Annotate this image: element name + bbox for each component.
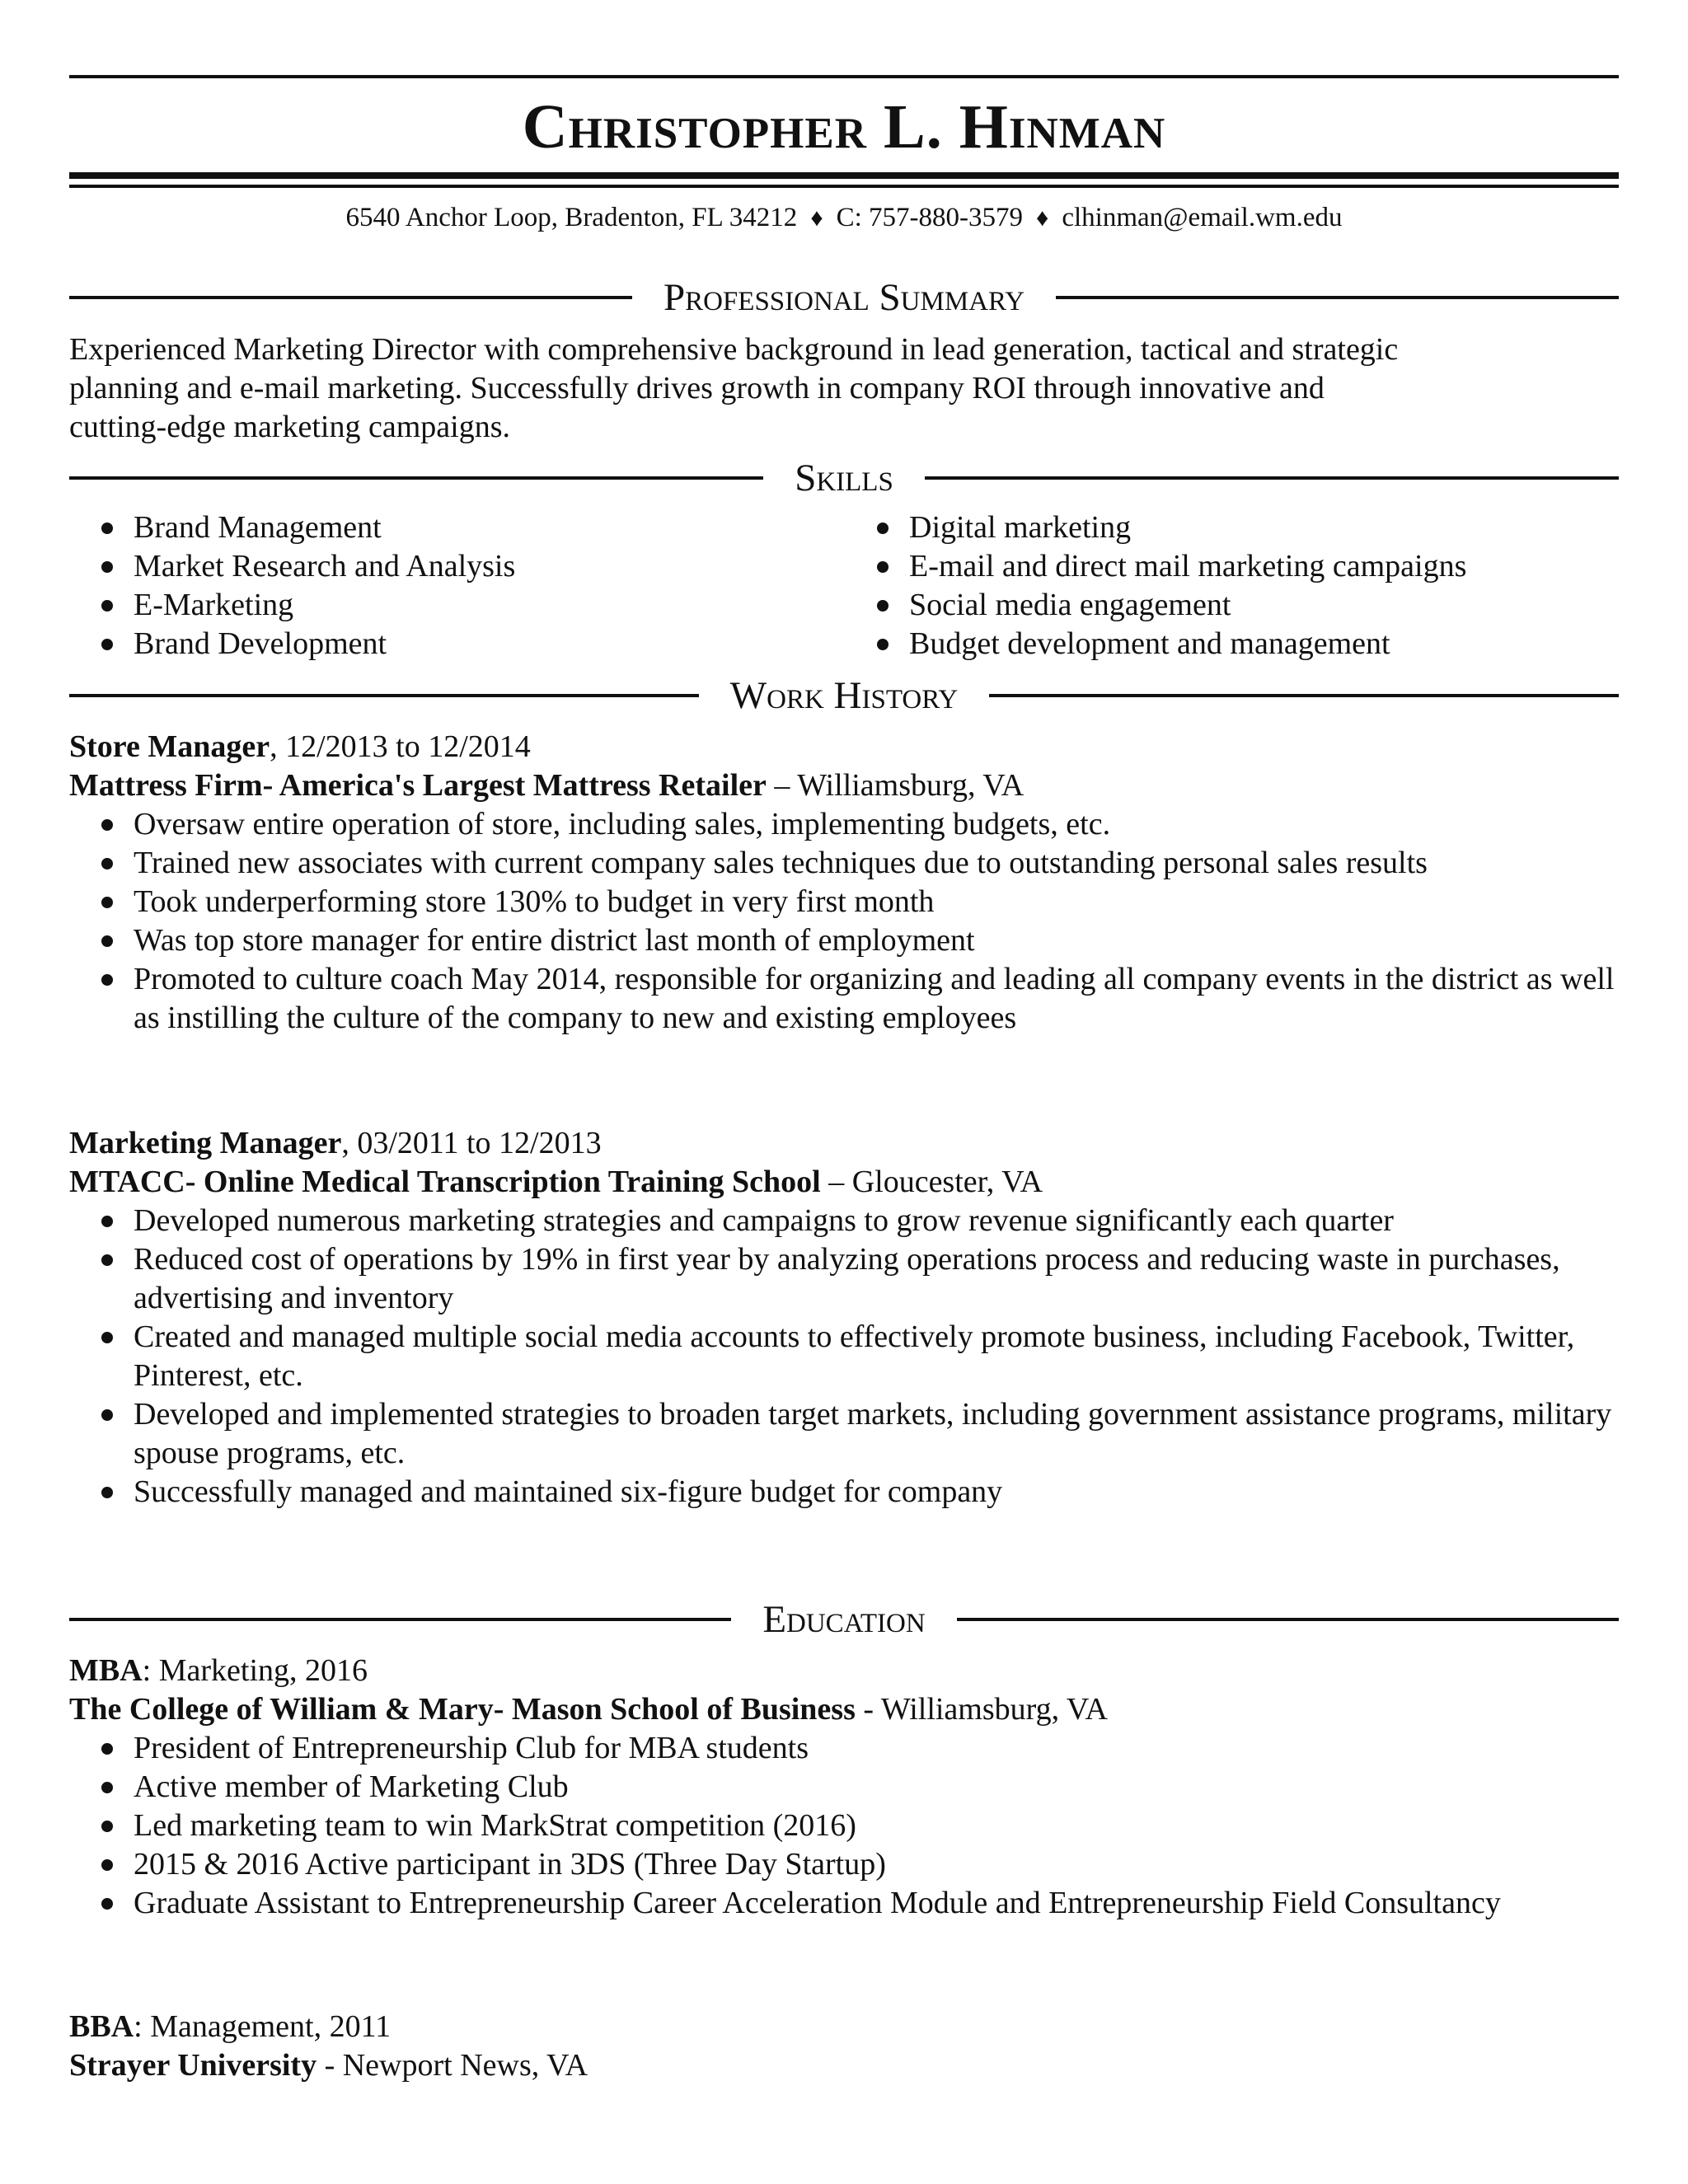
job-bullet: Developed and implemented strategies to broaden target markets, including government assistance programs, military spouse programs, etc. <box>69 1395 1619 1473</box>
degree-entry <box>69 1652 1619 1923</box>
diamond-separator-icon: ♦ <box>1036 204 1049 232</box>
job-bullet: Developed numerous marketing strategies and campaigns to grow revenue significantly each quarter <box>69 1202 1619 1240</box>
degree-bullet: Active member of Marketing Club <box>69 1768 1619 1807</box>
job-entry <box>69 1124 1619 1511</box>
job-bullet: Successfully managed and maintained six-figure budget for company <box>69 1473 1619 1511</box>
degree-field: : Management, 2011 <box>134 2009 392 2044</box>
skills-column-left <box>69 509 811 663</box>
school-name: The College of William & Mary- Mason School of Business <box>69 1692 856 1727</box>
skill-item: Social media engagement <box>845 586 1587 625</box>
degree-bullets <box>69 1729 1619 1923</box>
company-location: – Gloucester, VA <box>820 1165 1043 1199</box>
degree-name: BBA <box>69 2009 134 2044</box>
skill-item: E-Marketing <box>69 586 811 625</box>
section-title: Professional Summary <box>663 276 1025 319</box>
job-bullet: Promoted to culture coach May 2014, responsible for organizing and leading all company events in the district as well as instilling the culture of the company to new and existing employees <box>69 960 1619 1038</box>
school-line <box>69 2046 1619 2085</box>
section-title: Skills <box>795 457 893 499</box>
job-bullets <box>69 805 1619 1038</box>
skill-item: Market Research and Analysis <box>69 547 811 586</box>
section-heading-skills <box>69 453 1619 503</box>
name-rule-thin <box>69 185 1619 188</box>
contact-line <box>0 198 1688 238</box>
degree-name: MBA <box>69 1653 143 1688</box>
address: 6540 Anchor Loop, Bradenton, FL 34212 <box>345 203 798 232</box>
job-bullets <box>69 1202 1619 1511</box>
skills-list <box>69 509 1619 663</box>
degree-bullet: President of Entrepreneurship Club for MBA students <box>69 1729 1619 1768</box>
job-bullet: Was top store manager for entire district last month of employment <box>69 921 1619 960</box>
section-title: Work History <box>729 674 959 717</box>
degree-line <box>69 2008 1619 2046</box>
candidate-name: Christopher L. Hinman <box>522 92 1166 162</box>
heading-rule-right <box>925 476 1619 480</box>
degree-entry <box>69 2008 1619 2085</box>
job-title-line <box>69 1124 1619 1163</box>
degree-line <box>69 1652 1619 1690</box>
skills-column-right <box>845 509 1587 663</box>
name-rule-thick <box>69 172 1619 179</box>
job-bullet: Oversaw entire operation of store, including sales, implementing budgets, etc. <box>69 805 1619 844</box>
school-location: - Newport News, VA <box>316 2048 588 2083</box>
job-dates: , 03/2011 to 12/2013 <box>341 1126 602 1160</box>
phone: C: 757-880-3579 <box>836 203 1024 232</box>
email: clhinman@email.wm.edu <box>1062 203 1343 232</box>
company-location: – Williamsburg, VA <box>766 768 1025 803</box>
school-line <box>69 1690 1619 1729</box>
top-rule <box>69 75 1619 78</box>
job-title: Store Manager <box>69 729 270 764</box>
job-title-line <box>69 728 1619 766</box>
company-name: Mattress Firm- America's Largest Mattress Retailer <box>69 768 767 803</box>
company-line <box>69 1163 1619 1202</box>
job-bullet: Trained new associates with current company sales techniques due to outstanding personal sales results <box>69 844 1619 883</box>
job-title: Marketing Manager <box>69 1126 342 1160</box>
heading-rule-right <box>957 1618 1619 1621</box>
school-location: - Williamsburg, VA <box>855 1692 1108 1727</box>
degree-bullet: Led marketing team to win MarkStrat competition (2016) <box>69 1807 1619 1845</box>
summary-line: Experienced Marketing Director with comprehensive background in lead generation, tactical and strategic <box>69 332 1399 367</box>
heading-rule-right <box>1056 296 1619 299</box>
skill-item: Budget development and management <box>845 625 1587 663</box>
section-heading-education <box>69 1595 1619 1644</box>
heading-rule-left <box>69 476 763 480</box>
skill-item: Digital marketing <box>845 509 1587 547</box>
heading-rule-left <box>69 296 632 299</box>
diamond-separator-icon: ♦ <box>810 204 823 232</box>
company-line <box>69 766 1619 805</box>
job-bullet: Created and managed multiple social media accounts to effectively promote business, including Facebook, Twitter, Pinterest, etc. <box>69 1318 1619 1395</box>
job-entry <box>69 728 1619 1038</box>
job-bullet: Took underperforming store 130% to budget in very first month <box>69 883 1619 921</box>
degree-bullet: Graduate Assistant to Entrepreneurship Career Acceleration Module and Entrepreneurship Field Consultancy <box>69 1884 1619 1923</box>
job-dates: , 12/2013 to 12/2014 <box>270 729 531 764</box>
summary-line: cutting-edge marketing campaigns. <box>69 410 510 444</box>
heading-rule-right <box>989 694 1619 697</box>
heading-rule-left <box>69 1618 731 1621</box>
skill-item: Brand Management <box>69 509 811 547</box>
section-title: Education <box>762 1598 926 1641</box>
degree-bullet: 2015 & 2016 Active participant in 3DS (Three Day Startup) <box>69 1845 1619 1884</box>
degree-field: : Marketing, 2016 <box>142 1653 368 1688</box>
summary-paragraph <box>69 330 1619 447</box>
job-bullet: Reduced cost of operations by 19% in first year by analyzing operations process and reducing waste in purchases, advertising and inventory <box>69 1240 1619 1318</box>
heading-rule-left <box>69 694 699 697</box>
school-name: Strayer University <box>69 2048 317 2083</box>
skill-item: Brand Development <box>69 625 811 663</box>
section-heading-work <box>69 671 1619 720</box>
company-name: MTACC- Online Medical Transcription Training School <box>69 1165 821 1199</box>
skill-item: E-mail and direct mail marketing campaigns <box>845 547 1587 586</box>
section-heading-summary <box>69 273 1619 322</box>
summary-line: planning and e-mail marketing. Successfully drives growth in company ROI through innovative and <box>69 371 1325 405</box>
